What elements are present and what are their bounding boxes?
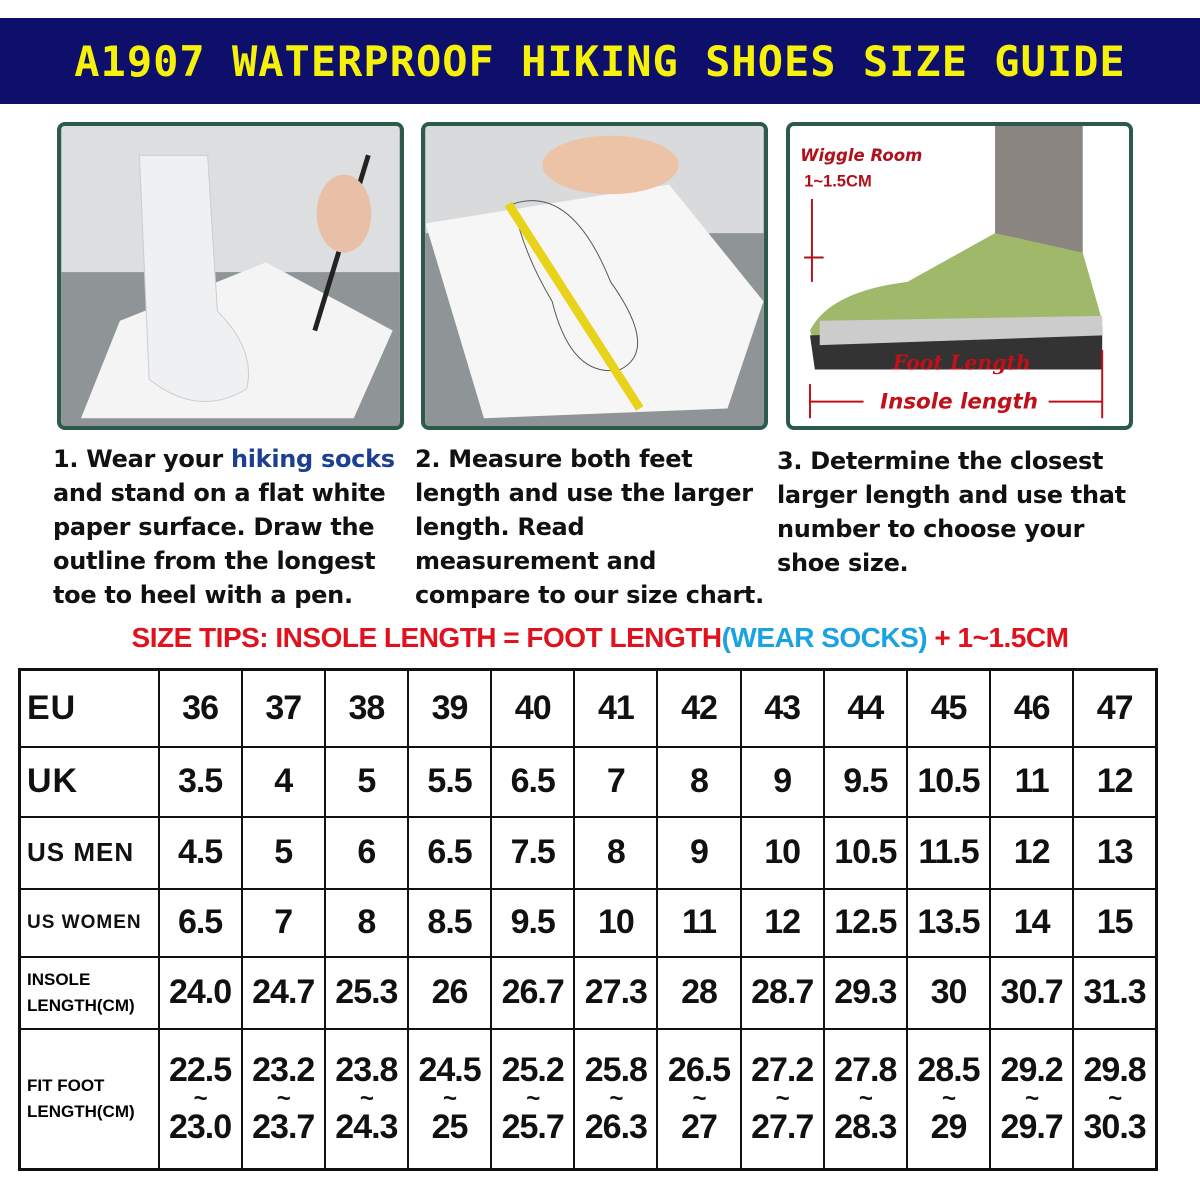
size-cell	[824, 670, 907, 747]
range-tilde: ~	[276, 1084, 290, 1112]
size-cell	[657, 747, 740, 817]
range-tilde: ~	[359, 1084, 373, 1112]
step1-highlight: hiking socks	[230, 445, 395, 473]
table-row	[20, 817, 1157, 889]
range-to: 25.7	[501, 1107, 564, 1146]
size-cell	[1073, 1029, 1156, 1170]
cell-value: 38	[348, 688, 385, 727]
cell-value: 4	[274, 762, 293, 800]
range-from: 23.2	[252, 1050, 315, 1089]
size-cell	[907, 670, 990, 747]
size-cell	[408, 1029, 491, 1170]
cell-value: 9	[773, 762, 792, 800]
cell-value: 15	[1096, 903, 1133, 941]
size-cell	[325, 747, 408, 817]
size-cell	[325, 817, 408, 889]
size-cell	[741, 670, 824, 747]
cell-value: 40	[514, 688, 551, 727]
size-cell	[491, 817, 574, 889]
cell-value: 8.5	[427, 903, 472, 941]
size-cell	[657, 889, 740, 957]
cell-value: 4.5	[177, 833, 223, 871]
step2-text: 2. Measure both feet length and use the larger length. Read measurement and compare to our size chart.	[415, 445, 764, 609]
cell-value: 14	[1013, 903, 1050, 941]
range-tilde: ~	[1025, 1084, 1039, 1112]
row-header	[20, 1029, 159, 1170]
step2-photo	[421, 122, 768, 430]
size-cell	[408, 747, 491, 817]
range-from: 24.5	[418, 1050, 481, 1089]
range-to: 27	[681, 1107, 717, 1146]
cell-value: 30	[930, 973, 967, 1011]
size-cell	[824, 1029, 907, 1170]
size-cell	[159, 817, 242, 889]
range-tilde: ~	[775, 1084, 789, 1112]
size-cell	[741, 957, 824, 1029]
row-label-line2: LENGTH(CM)	[27, 1101, 135, 1121]
range-tilde: ~	[941, 1084, 955, 1112]
cell-value: 29.3	[834, 973, 897, 1011]
range-from: 27.2	[751, 1050, 814, 1089]
size-cell	[491, 670, 574, 747]
size-cell	[408, 889, 491, 957]
size-cell	[159, 957, 242, 1029]
cell-value: 41	[597, 688, 634, 727]
size-cell	[824, 889, 907, 957]
size-cell	[990, 670, 1073, 747]
range-from: 25.2	[501, 1050, 564, 1089]
cell-value: 8	[357, 903, 376, 941]
cell-value: 10	[597, 903, 634, 941]
size-cell	[159, 670, 242, 747]
range-from: 23.8	[335, 1050, 398, 1089]
size-cell	[657, 817, 740, 889]
range-to: 23.0	[168, 1107, 232, 1146]
size-cell	[574, 1029, 657, 1170]
cell-value: 7.5	[510, 833, 555, 871]
cell-value: 26	[431, 973, 468, 1011]
cell-value: 5.5	[427, 762, 472, 800]
range-from: 27.8	[834, 1050, 897, 1089]
size-cell	[242, 889, 325, 957]
step1-text-start: 1. Wear your	[53, 445, 231, 473]
size-cell	[408, 670, 491, 747]
size-cell	[990, 957, 1073, 1029]
range-to: 27.7	[751, 1107, 814, 1146]
cell-value: 12.5	[834, 903, 897, 941]
wiggle-room-label: Wiggle Room	[800, 146, 923, 166]
size-cell	[325, 1029, 408, 1170]
size-cell	[159, 1029, 242, 1170]
size-cell	[990, 1029, 1073, 1170]
row-label-line1: INSOLE	[27, 969, 91, 989]
page-title: A1907 WATERPROOF HIKING SHOES SIZE GUIDE	[74, 36, 1126, 86]
cell-value: 9.5	[510, 903, 555, 941]
range-to: 28.3	[834, 1107, 897, 1146]
size-cell	[242, 747, 325, 817]
cell-value: 12	[1013, 833, 1050, 871]
tips-formula: SIZE TIPS: INSOLE LENGTH = FOOT LENGTH	[131, 622, 722, 653]
size-cell	[1073, 747, 1156, 817]
cell-value: 8	[606, 833, 625, 871]
row-header	[20, 747, 159, 817]
range-tilde: ~	[443, 1084, 457, 1112]
size-cell	[408, 957, 491, 1029]
size-cell	[741, 817, 824, 889]
cell-value: 9.5	[843, 762, 888, 800]
size-cell	[741, 1029, 824, 1170]
cell-value: 43	[764, 688, 801, 727]
size-cell	[907, 1029, 990, 1170]
range-to: 23.7	[252, 1107, 315, 1146]
range-tilde: ~	[609, 1084, 623, 1112]
step1-photo	[57, 122, 404, 430]
cell-value: 10.5	[834, 833, 897, 871]
size-cell	[491, 889, 574, 957]
cell-value: 37	[265, 688, 302, 727]
range-to: 29	[930, 1107, 967, 1146]
cell-value: 11.5	[918, 833, 979, 871]
size-cell	[325, 670, 408, 747]
title-banner	[0, 18, 1200, 104]
row-header	[20, 670, 159, 747]
size-cell	[907, 957, 990, 1029]
cell-value: 28	[681, 973, 717, 1011]
cell-value: 6.5	[427, 833, 472, 871]
size-cell	[574, 817, 657, 889]
size-cell	[657, 670, 740, 747]
cell-value: 3.5	[177, 762, 223, 800]
cell-value: 24.0	[168, 973, 232, 1011]
cell-value: 7	[274, 903, 293, 941]
cell-value: 39	[431, 688, 468, 727]
range-to: 24.3	[335, 1107, 398, 1146]
step3-shoe-diagram	[786, 122, 1133, 430]
row-label-line1: FIT FOOT	[27, 1075, 105, 1095]
table-row	[20, 889, 1157, 957]
range-from: 25.8	[584, 1050, 647, 1089]
range-tilde: ~	[526, 1084, 540, 1112]
cell-value: 6	[357, 833, 376, 871]
range-to: 26.3	[584, 1107, 647, 1146]
size-cell	[159, 747, 242, 817]
step1-text-end: and stand on a flat white paper surface. Draw the outline from the longest toe to heel with a pen.	[53, 479, 386, 609]
size-tips	[0, 618, 1200, 658]
foot-length-label: Foot Length	[892, 350, 1031, 375]
size-cell	[990, 817, 1073, 889]
size-cell	[990, 889, 1073, 957]
size-cell	[242, 670, 325, 747]
cell-value: 5	[274, 833, 293, 871]
row-header	[20, 889, 159, 957]
range-tilde: ~	[692, 1084, 706, 1112]
size-cell	[824, 957, 907, 1029]
row-label: US MEN	[27, 837, 135, 867]
size-cell	[574, 670, 657, 747]
size-cell	[824, 817, 907, 889]
range-from: 29.2	[1000, 1050, 1063, 1089]
size-cell	[657, 957, 740, 1029]
cell-value: 12	[1096, 762, 1133, 800]
size-cell	[491, 1029, 574, 1170]
cell-value: 13	[1096, 833, 1133, 871]
size-cell	[574, 957, 657, 1029]
size-cell	[325, 957, 408, 1029]
cell-value: 45	[930, 688, 967, 727]
size-cell	[242, 817, 325, 889]
cell-value: 26.7	[501, 973, 564, 1011]
range-to: 30.3	[1083, 1107, 1146, 1146]
cell-value: 6.5	[510, 762, 555, 800]
size-cell	[1073, 817, 1156, 889]
size-cell	[1073, 889, 1156, 957]
cell-value: 8	[690, 762, 708, 800]
insole-length-label: Insole length	[880, 389, 1038, 415]
size-cell	[491, 747, 574, 817]
row-label: UK	[27, 762, 79, 800]
cell-value: 24.7	[252, 973, 315, 1011]
range-to: 25	[431, 1107, 468, 1146]
size-cell	[657, 1029, 740, 1170]
size-cell	[741, 747, 824, 817]
cell-value: 9	[690, 833, 708, 871]
tips-socks-note: (WEAR SOCKS)	[721, 622, 928, 653]
cell-value: 25.3	[335, 973, 398, 1011]
size-cell	[741, 889, 824, 957]
row-label-line2: LENGTH(CM)	[27, 995, 135, 1015]
size-cell	[242, 957, 325, 1029]
cell-value: 30.7	[1000, 973, 1063, 1011]
size-cell	[1073, 957, 1156, 1029]
cell-value: 28.7	[751, 973, 814, 1011]
table-row	[20, 747, 1157, 817]
cell-value: 7	[606, 762, 625, 800]
size-cell	[907, 889, 990, 957]
size-cell	[325, 889, 408, 957]
cell-value: 42	[681, 688, 717, 727]
size-cell	[907, 747, 990, 817]
size-cell	[1073, 670, 1156, 747]
range-from: 22.5	[168, 1050, 232, 1089]
wiggle-room-value: 1~1.5CM	[804, 171, 872, 191]
table-row	[20, 1029, 1157, 1170]
size-cell	[574, 747, 657, 817]
table-row	[20, 670, 1157, 747]
cell-value: 31.3	[1083, 973, 1146, 1011]
row-label: EU	[27, 688, 77, 727]
size-cell	[242, 1029, 325, 1170]
range-from: 28.5	[917, 1050, 980, 1089]
cell-value: 11	[1014, 762, 1049, 800]
size-cell	[824, 747, 907, 817]
size-cell	[408, 817, 491, 889]
size-cell	[907, 817, 990, 889]
range-to: 29.7	[1000, 1107, 1063, 1146]
size-cell	[159, 889, 242, 957]
cell-value: 27.3	[584, 973, 647, 1011]
cell-value: 47	[1096, 688, 1133, 727]
range-tilde: ~	[1108, 1084, 1122, 1112]
range-tilde: ~	[858, 1084, 872, 1112]
row-header	[20, 817, 159, 889]
size-cell	[491, 957, 574, 1029]
cell-value: 44	[847, 688, 884, 727]
range-from: 26.5	[667, 1050, 731, 1089]
size-cell	[990, 747, 1073, 817]
cell-value: 46	[1013, 688, 1050, 727]
cell-value: 12	[764, 903, 801, 941]
cell-value: 5	[357, 762, 376, 800]
cell-value: 6.5	[177, 903, 223, 941]
cell-value: 13.5	[917, 903, 980, 941]
cell-value: 10.5	[917, 762, 980, 800]
range-from: 29.8	[1083, 1050, 1146, 1089]
cell-value: 11	[682, 903, 716, 941]
size-chart-table	[18, 668, 1158, 1171]
tips-wiggle: + 1~1.5CM	[927, 622, 1069, 653]
table-row	[20, 957, 1157, 1029]
step1-text	[53, 442, 403, 612]
row-label: US WOMEN	[27, 911, 142, 933]
row-header	[20, 957, 159, 1029]
cell-value: 10	[764, 833, 801, 871]
cell-value: 36	[182, 688, 218, 727]
range-tilde: ~	[193, 1084, 207, 1112]
step3-text: 3. Determine the closest larger length and use that number to choose your shoe size.	[777, 447, 1126, 577]
size-cell	[574, 889, 657, 957]
